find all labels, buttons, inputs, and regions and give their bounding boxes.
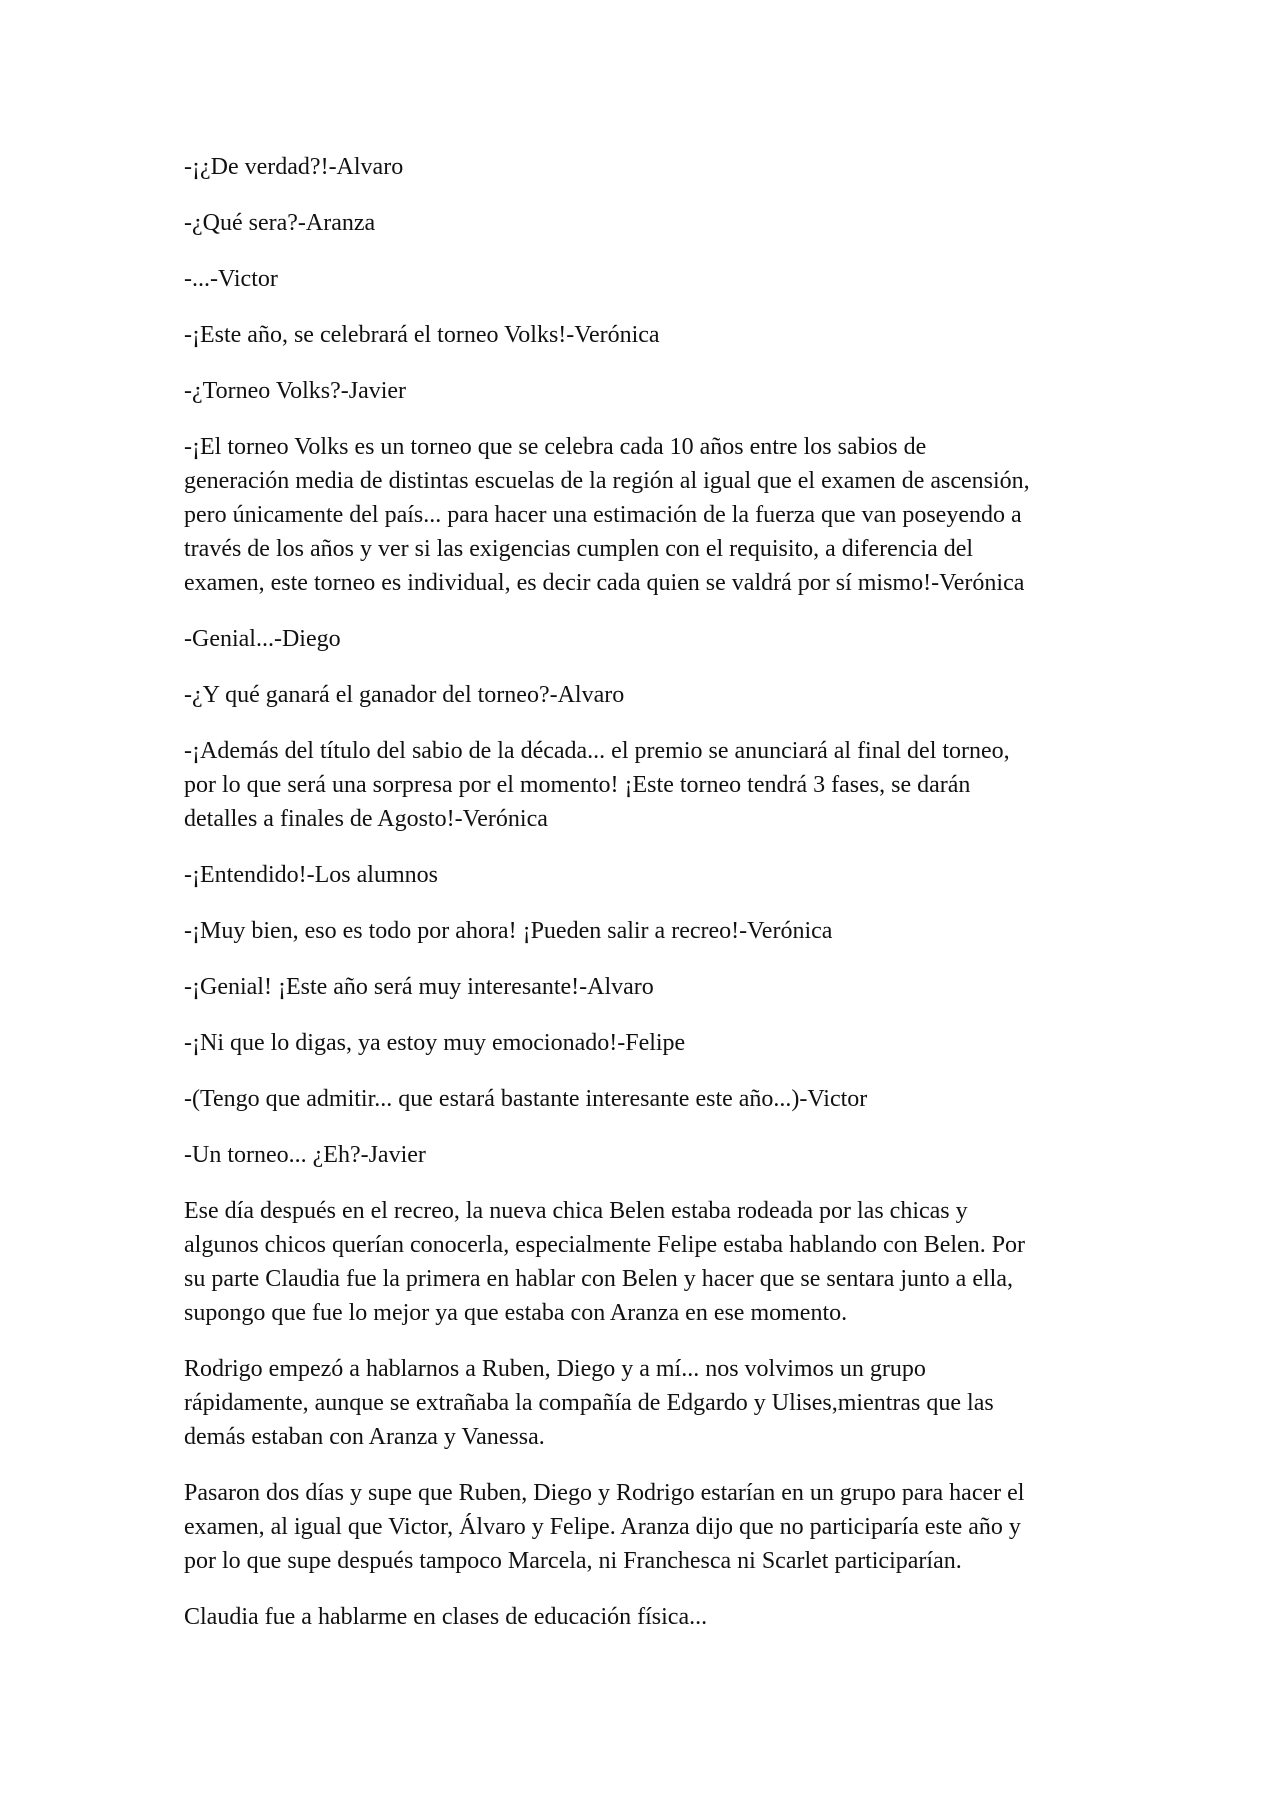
text-line: -¡Este año, se celebrará el torneo Volks!-Verónica — [184, 322, 660, 348]
paragraph — [184, 858, 1104, 892]
paragraph — [184, 678, 1104, 712]
text-line: demás estaban con Aranza y Vanessa. — [184, 1424, 545, 1450]
text-line: -¿Torneo Volks?-Javier — [184, 378, 407, 404]
text-line: algunos chicos querían conocerla, especialmente Felipe estaba hablando con Belen. Por — [184, 1232, 1026, 1258]
text-line: -¡¿De verdad?!-Alvaro — [184, 154, 404, 180]
paragraph — [184, 430, 1104, 600]
text-line: rápidamente, aunque se extrañaba la compañía de Edgardo y Ulises,mientras que las — [184, 1390, 994, 1416]
text-line: -(Tengo que admitir... que estará bastante interesante este año...)-Victor — [184, 1086, 868, 1112]
text-line: -¡Entendido!-Los alumnos — [184, 862, 438, 888]
document-page — [184, 150, 1104, 1656]
text-line: Ese día después en el recreo, la nueva chica Belen estaba rodeada por las chicas y — [184, 1198, 968, 1224]
text-line: supongo que fue lo mejor ya que estaba con Aranza en ese momento. — [184, 1300, 848, 1326]
text-line: -Genial...-Diego — [184, 626, 341, 652]
text-line: examen, este torneo es individual, es decir cada quien se valdrá por sí mismo!-Verónica — [184, 570, 1025, 596]
text-line: -Un torneo... ¿Eh?-Javier — [184, 1142, 426, 1168]
text-line: pero únicamente del país... para hacer una estimación de la fuerza que van poseyendo a — [184, 502, 1022, 528]
text-line: Rodrigo empezó a hablarnos a Ruben, Diego y a mí... nos volvimos un grupo — [184, 1356, 926, 1382]
text-line: su parte Claudia fue la primera en hablar con Belen y hacer que se sentara junto a ella, — [184, 1266, 1013, 1292]
text-line: -¡Ni que lo digas, ya estoy muy emocionado!-Felipe — [184, 1030, 686, 1056]
text-line: por lo que supe después tampoco Marcela, ni Franchesca ni Scarlet participarían. — [184, 1548, 962, 1574]
text-line: Pasaron dos días y supe que Ruben, Diego y Rodrigo estarían en un grupo para hacer el — [184, 1480, 1025, 1506]
paragraph — [184, 206, 1104, 240]
text-line: -...-Victor — [184, 266, 278, 292]
text-line: -¡Muy bien, eso es todo por ahora! ¡Pueden salir a recreo!-Verónica — [184, 918, 833, 944]
paragraph — [184, 318, 1104, 352]
paragraph — [184, 1194, 1104, 1330]
paragraph — [184, 914, 1104, 948]
paragraph — [184, 1138, 1104, 1172]
text-line: -¡El torneo Volks es un torneo que se celebra cada 10 años entre los sabios de — [184, 434, 927, 460]
paragraph — [184, 262, 1104, 296]
paragraph — [184, 734, 1104, 836]
text-line: -¿Y qué ganará el ganador del torneo?-Alvaro — [184, 682, 625, 708]
text-line: generación media de distintas escuelas de la región al igual que el examen de ascensión, — [184, 468, 1030, 494]
paragraph — [184, 1600, 1104, 1634]
paragraph — [184, 1476, 1104, 1578]
text-line: -¡Además del título del sabio de la década... el premio se anunciará al final del torneo, — [184, 738, 1010, 764]
paragraph — [184, 970, 1104, 1004]
paragraph — [184, 622, 1104, 656]
text-line: examen, al igual que Victor, Álvaro y Felipe. Aranza dijo que no participaría este año y — [184, 1514, 1021, 1540]
paragraph — [184, 1082, 1104, 1116]
text-line: detalles a finales de Agosto!-Verónica — [184, 806, 548, 832]
paragraph — [184, 374, 1104, 408]
paragraph — [184, 150, 1104, 184]
text-line: -¡Genial! ¡Este año será muy interesante!-Alvaro — [184, 974, 654, 1000]
text-line: por lo que será una sorpresa por el momento! ¡Este torneo tendrá 3 fases, se darán — [184, 772, 971, 798]
paragraph — [184, 1026, 1104, 1060]
paragraph — [184, 1352, 1104, 1454]
text-line: -¿Qué sera?-Aranza — [184, 210, 376, 236]
text-line: Claudia fue a hablarme en clases de educación física... — [184, 1604, 708, 1630]
text-line: través de los años y ver si las exigencias cumplen con el requisito, a diferencia del — [184, 536, 974, 562]
